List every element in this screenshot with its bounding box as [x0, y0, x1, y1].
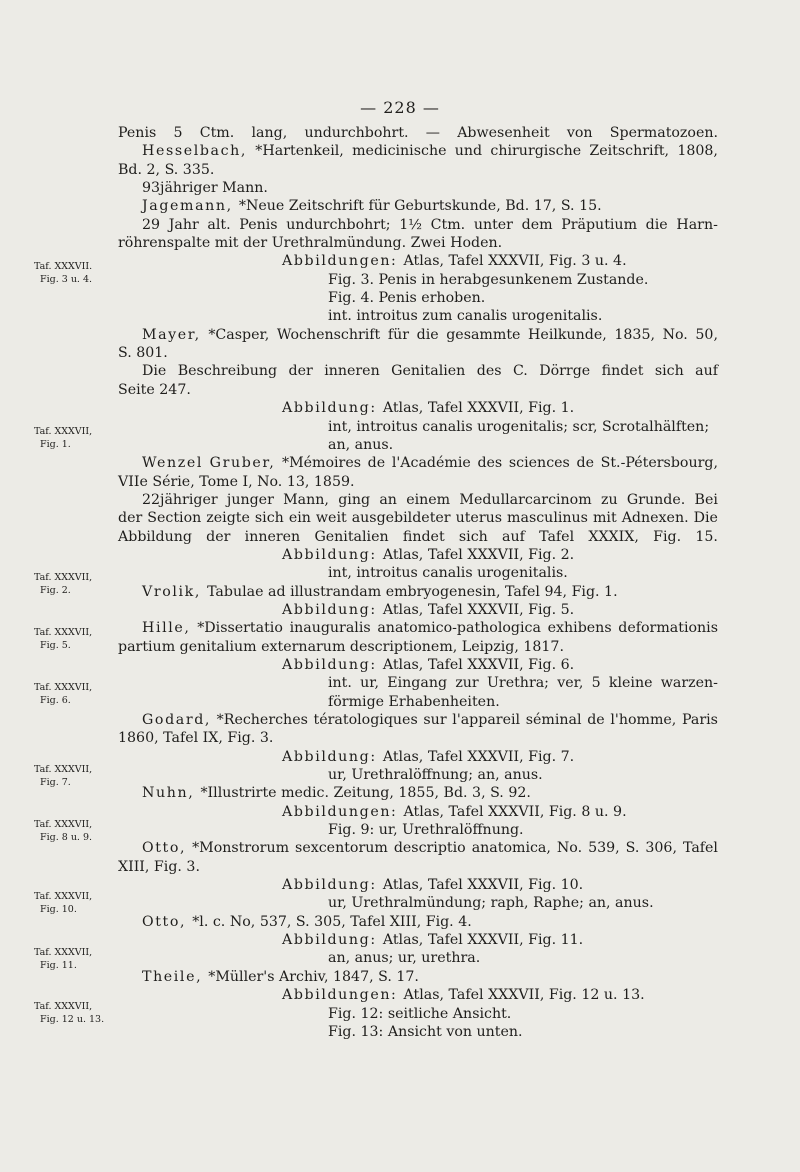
- margin-fig: Fig. 6.: [40, 695, 71, 706]
- text-line: int. ur, Eingang zur Urethra; ver, 5 kleine warzen-: [328, 675, 718, 692]
- margin-note: [34, 818, 114, 844]
- text-line: Abbildungen: Atlas, Tafel XXXVII, Fig. 12 u. 13.: [282, 987, 645, 1004]
- text-line: Mayer, *Casper, Wochenschrift für die gesammte Heilkunde, 1835, No. 50,: [142, 326, 718, 343]
- text-line: 29 Jahr alt. Penis undurchbohrt; 1½ Ctm. unter dem Präputium die Harn-: [142, 216, 718, 233]
- text-line: Abbildung: Atlas, Tafel XXXVII, Fig. 6.: [282, 656, 575, 673]
- margin-fig: Fig. 2.: [40, 585, 71, 596]
- text-line: an, anus; ur, urethra.: [328, 950, 481, 967]
- text-line: Bd. 2, S. 335.: [118, 161, 215, 178]
- text-line: röhrenspalte mit der Urethralmündung. Zwei Hoden.: [118, 235, 503, 252]
- margin-note: [34, 425, 114, 451]
- text-line: ur, Urethralmündung; raph, Raphe; an, anus.: [328, 895, 654, 912]
- text-line: Fig. 9: ur, Urethralöffnung.: [328, 822, 524, 839]
- margin-note: [34, 1000, 114, 1026]
- text-line: Otto, *l. c. No, 537, S. 305, Tafel XIII, Fig. 4.: [142, 913, 472, 930]
- text-line: Fig. 4. Penis erhoben.: [328, 290, 486, 307]
- margin-fig: Fig. 3 u. 4.: [40, 274, 93, 285]
- margin-fig: Fig. 12 u. 13.: [40, 1014, 105, 1025]
- margin-fig: Fig. 1.: [40, 439, 71, 450]
- text-line: Die Beschreibung der inneren Genitalien des C. Dörrge findet sich auf: [142, 363, 718, 380]
- text-line: Fig. 12: seitliche Ansicht.: [328, 1005, 512, 1022]
- margin-fig: Fig. 5.: [40, 640, 71, 651]
- text-line: 22jähriger junger Mann, ging an einem Medullarcarcinom zu Grunde. Bei: [142, 491, 718, 508]
- margin-tafel: Taf. XXXVII,: [34, 1001, 93, 1012]
- text-line: 1860, Tafel IX, Fig. 3.: [118, 730, 274, 747]
- text-line: int. introitus zum canalis urogenitalis.: [328, 308, 603, 325]
- margin-note: [34, 763, 114, 789]
- text-line: Penis 5 Ctm. lang, undurchbohrt. — Abwesenheit von Spermatozoen.: [118, 125, 718, 141]
- text-line: Abbildung: Atlas, Tafel XXXVII, Fig. 5.: [282, 601, 575, 618]
- text-line: förmige Erhabenheiten.: [328, 693, 500, 710]
- text-line: VIIe Série, Tome I, No. 13, 1859.: [118, 473, 355, 490]
- text-line: 93jähriger Mann.: [142, 180, 268, 197]
- margin-note: [34, 571, 114, 597]
- margin-tafel: Taf. XXXVII.: [34, 261, 93, 272]
- margin-tafel: Taf. XXXVII,: [34, 426, 93, 437]
- text-line: Hille, *Dissertatio inauguralis anatomico-pathologica exhibens deformationis: [142, 620, 718, 637]
- margin-tafel: Taf. XXXVII,: [34, 947, 93, 958]
- text-line: Abbildung: Atlas, Tafel XXXVII, Fig. 10.: [282, 877, 584, 894]
- text-line: Theile, *Müller's Archiv, 1847, S. 17.: [142, 968, 419, 985]
- text-line: Nuhn, *Illustrirte medic. Zeitung, 1855, Bd. 3, S. 92.: [142, 785, 531, 802]
- margin-tafel: Taf. XXXVII,: [34, 764, 93, 775]
- text-line: Fig. 13: Ansicht von unten.: [328, 1023, 523, 1040]
- text-line: Godard, *Recherches tératologiques sur l'appareil séminal de l'homme, Paris: [142, 712, 718, 728]
- text-line: Seite 247.: [118, 381, 191, 398]
- page-number: — 228 —: [360, 98, 440, 117]
- text-line: der Section zeigte sich ein weit ausgebildeter uterus masculinus mit Adnexen. Die: [118, 510, 718, 527]
- text-line: Vrolik, Tabulae ad illustrandam embryogenesin, Tafel 94, Fig. 1.: [142, 583, 618, 600]
- text-line: Otto, *Monstrorum sexcentorum descriptio anatomica, No. 539, S. 306, Tafel: [142, 840, 718, 857]
- margin-tafel: Taf. XXXVII,: [34, 682, 93, 693]
- margin-note: [34, 260, 114, 286]
- margin-note: [34, 946, 114, 972]
- margin-note: [34, 681, 114, 707]
- text-body: [118, 124, 718, 1041]
- margin-fig: Fig. 7.: [40, 777, 71, 788]
- text-line: S. 801.: [118, 345, 168, 362]
- text-line: int, introitus canalis urogenitalis; scr, Scrotalhälften;: [328, 418, 710, 435]
- text-line: Abbildung: Atlas, Tafel XXXVII, Fig. 1.: [282, 400, 575, 417]
- margin-fig: Fig. 11.: [40, 960, 77, 971]
- margin-tafel: Taf. XXXVII,: [34, 891, 93, 902]
- text-line: partium genitalium externarum descriptionem, Leipzig, 1817.: [118, 638, 564, 655]
- text-line: XIII, Fig. 3.: [118, 858, 200, 875]
- text-line: Abbildung: Atlas, Tafel XXXVII, Fig. 2.: [282, 546, 575, 563]
- margin-fig: Fig. 8 u. 9.: [40, 832, 93, 843]
- text-line: Fig. 3. Penis in herabgesunkenem Zustande.: [328, 271, 649, 288]
- text-line: int, introitus canalis urogenitalis.: [328, 565, 568, 582]
- text-line: ur, Urethralöffnung; an, anus.: [328, 767, 543, 784]
- text-line: Abbildung: Atlas, Tafel XXXVII, Fig. 7.: [282, 748, 575, 765]
- text-line: Abbildung der inneren Genitalien findet sich auf Tafel XXXIX, Fig. 15.: [118, 528, 718, 545]
- text-line: Abbildungen: Atlas, Tafel XXXVII, Fig. 3 u. 4.: [282, 253, 627, 270]
- text-line: an, anus.: [328, 436, 394, 453]
- margin-note: [34, 890, 114, 916]
- text-line: Wenzel Gruber, *Mémoires de l'Académie des sciences de St.-Pétersbourg,: [142, 455, 718, 472]
- text-line: Jagemann, *Neue Zeitschrift für Geburtskunde, Bd. 17, S. 15.: [142, 198, 602, 215]
- text-line: Abbildungen: Atlas, Tafel XXXVII, Fig. 8 u. 9.: [282, 803, 627, 820]
- margin-fig: Fig. 10.: [40, 904, 77, 915]
- margin-tafel: Taf. XXXVII,: [34, 572, 93, 583]
- margin-tafel: Taf. XXXVII,: [34, 627, 93, 638]
- margin-tafel: Taf. XXXVII,: [34, 819, 93, 830]
- text-line: Hesselbach, *Hartenkeil, medicinische und chirurgische Zeitschrift, 1808,: [142, 143, 718, 160]
- text-line: Abbildung: Atlas, Tafel XXXVII, Fig. 11.: [282, 932, 584, 949]
- margin-note: [34, 626, 114, 652]
